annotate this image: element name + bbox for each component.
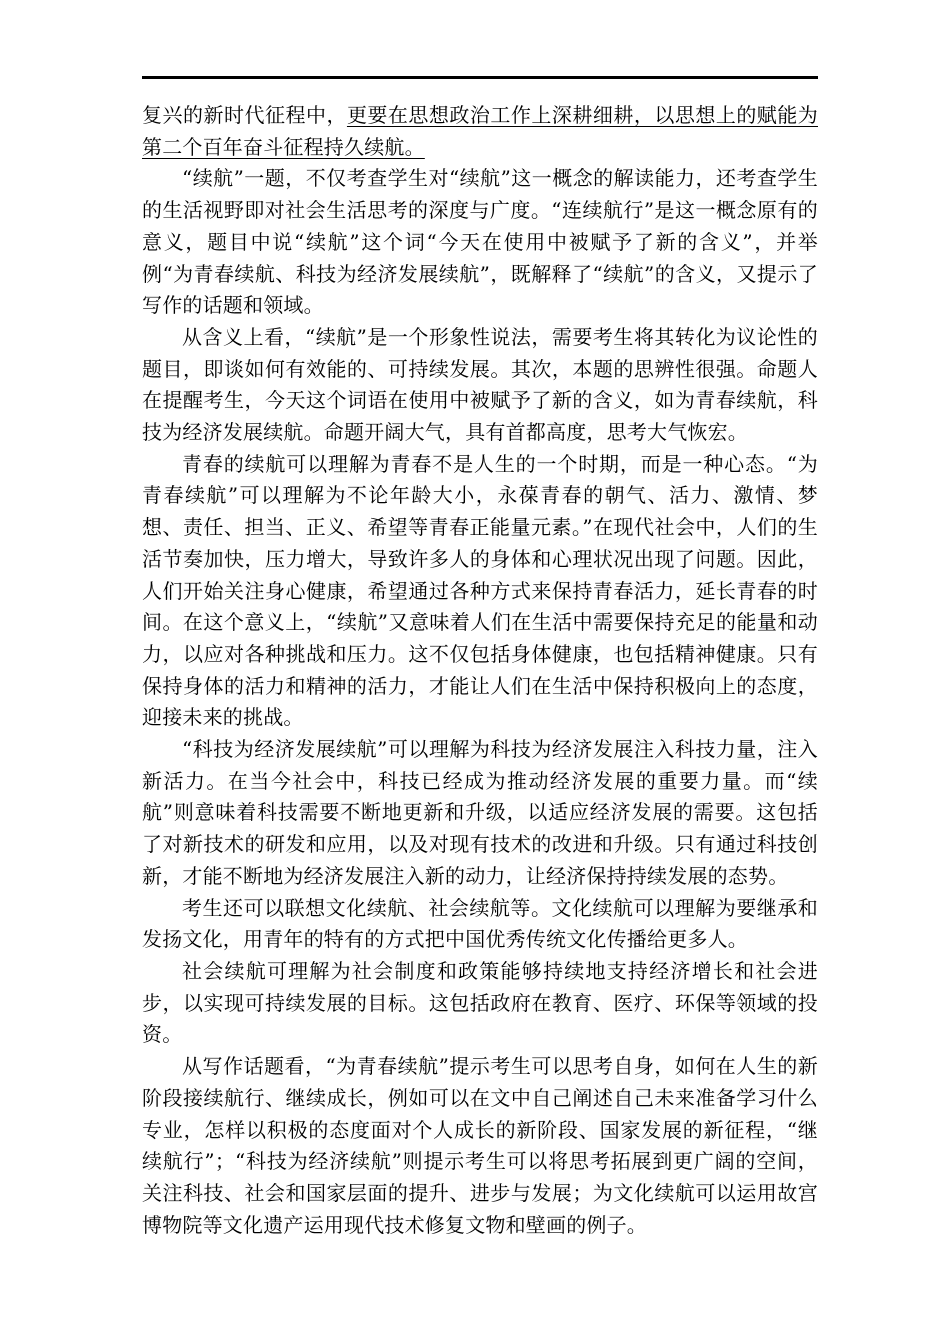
header-rule [142, 76, 818, 79]
underlined-text-segment: 更要在思想政治工作上深耕细耕，以思想上的赋能为第二个百年奋斗征程持久续航。 [142, 103, 818, 159]
paragraph [142, 893, 818, 956]
text-segment: 社会续航可理解为社会制度和政策能够持续地支持经济增长和社会进步，以实现可持续发展的目标。这包括政府在教育、医疗、环保等领域的投资。 [142, 958, 818, 1047]
paragraph [142, 734, 818, 893]
paragraph [142, 322, 818, 449]
document-body [142, 100, 818, 1241]
text-segment: 从含义上看，“续航”是一个形象性说法，需要考生将其转化为议论性的题目，即谈如何有效能的、可持续发展。其次，本题的思辨性很强。命题人在提醒考生，今天这个词语在使用中被赋予了新的含义，如为青春续航，科技为经济发展续航。命题开阔大气，具有首都高度，思考大气恢宏。 [142, 324, 818, 445]
text-segment: 从写作话题看，“为青春续航”提示考生可以思考自身，如何在人生的新阶段接续航行、继续成长，例如可以在文中自己阐述自己未来准备学习什么专业，怎样以积极的态度面对个人成长的新阶段、国家发展的新征程，“继续航行”；“科技为经济续航”则提示考生可以将思考拓展到更广阔的空间，关注科技、社会和国家层面的提升、进步与发展；为文化续航可以运用故宫博物院等文化遗产运用现代技术修复文物和壁画的例子。 [142, 1054, 818, 1237]
paragraph [142, 100, 818, 163]
text-segment: “续航”一题，不仅考查学生对“续航”这一概念的解读能力，还考查学生的生活视野即对社会生活思考的深度与广度。“连续航行”是这一概念原有的意义，题目中说“续航”这个词“今天在使用中被赋予了新的含义”，并举例“为青春续航、科技为经济发展续航”，既解释了“续航”的含义，又提示了写作的话题和领域。 [142, 166, 818, 318]
paragraph [142, 1051, 818, 1241]
paragraph [142, 449, 818, 734]
text-segment: 复兴的新时代征程中， [142, 103, 347, 127]
text-segment: 考生还可以联想文化续航、社会续航等。文化续航可以理解为要继承和发扬文化，用青年的特有的方式把中国优秀传统文化传播给更多人。 [142, 895, 818, 952]
paragraph [142, 163, 818, 322]
text-segment: “科技为经济发展续航”可以理解为科技为经济发展注入科技力量，注入新活力。在当今社会中，科技已经成为推动经济发展的重要力量。而“续航”则意味着科技需要不断地更新和升级，以适应经济发展的需要。这包括了对新技术的研发和应用，以及对现有技术的改进和升级。只有通过科技创新，才能不断地为经济发展注入新的动力，让经济保持持续发展的态势。 [142, 737, 818, 888]
paragraph [142, 956, 818, 1051]
text-segment: 青春的续航可以理解为青春不是人生的一个时期，而是一种心态。“为青春续航”可以理解为不论年龄大小，永葆青春的朝气、活力、激情、梦想、责任、担当、正义、希望等青春正能量元素。”在现代社会中，人们的生活节奏加快，压力增大，导致许多人的身体和心理状况出现了问题。因此，人们开始关注身心健康，希望通过各种方式来保持青春活力，延长青春的时间。在这个意义上，“续航”又意味着人们在生活中需要保持充足的能量和动力，以应对各种挑战和压力。这不仅包括身体健康，也包括精神健康。只有保持身体的活力和精神的活力，才能让人们在生活中保持积极向上的态度，迎接未来的挑战。 [142, 451, 818, 730]
